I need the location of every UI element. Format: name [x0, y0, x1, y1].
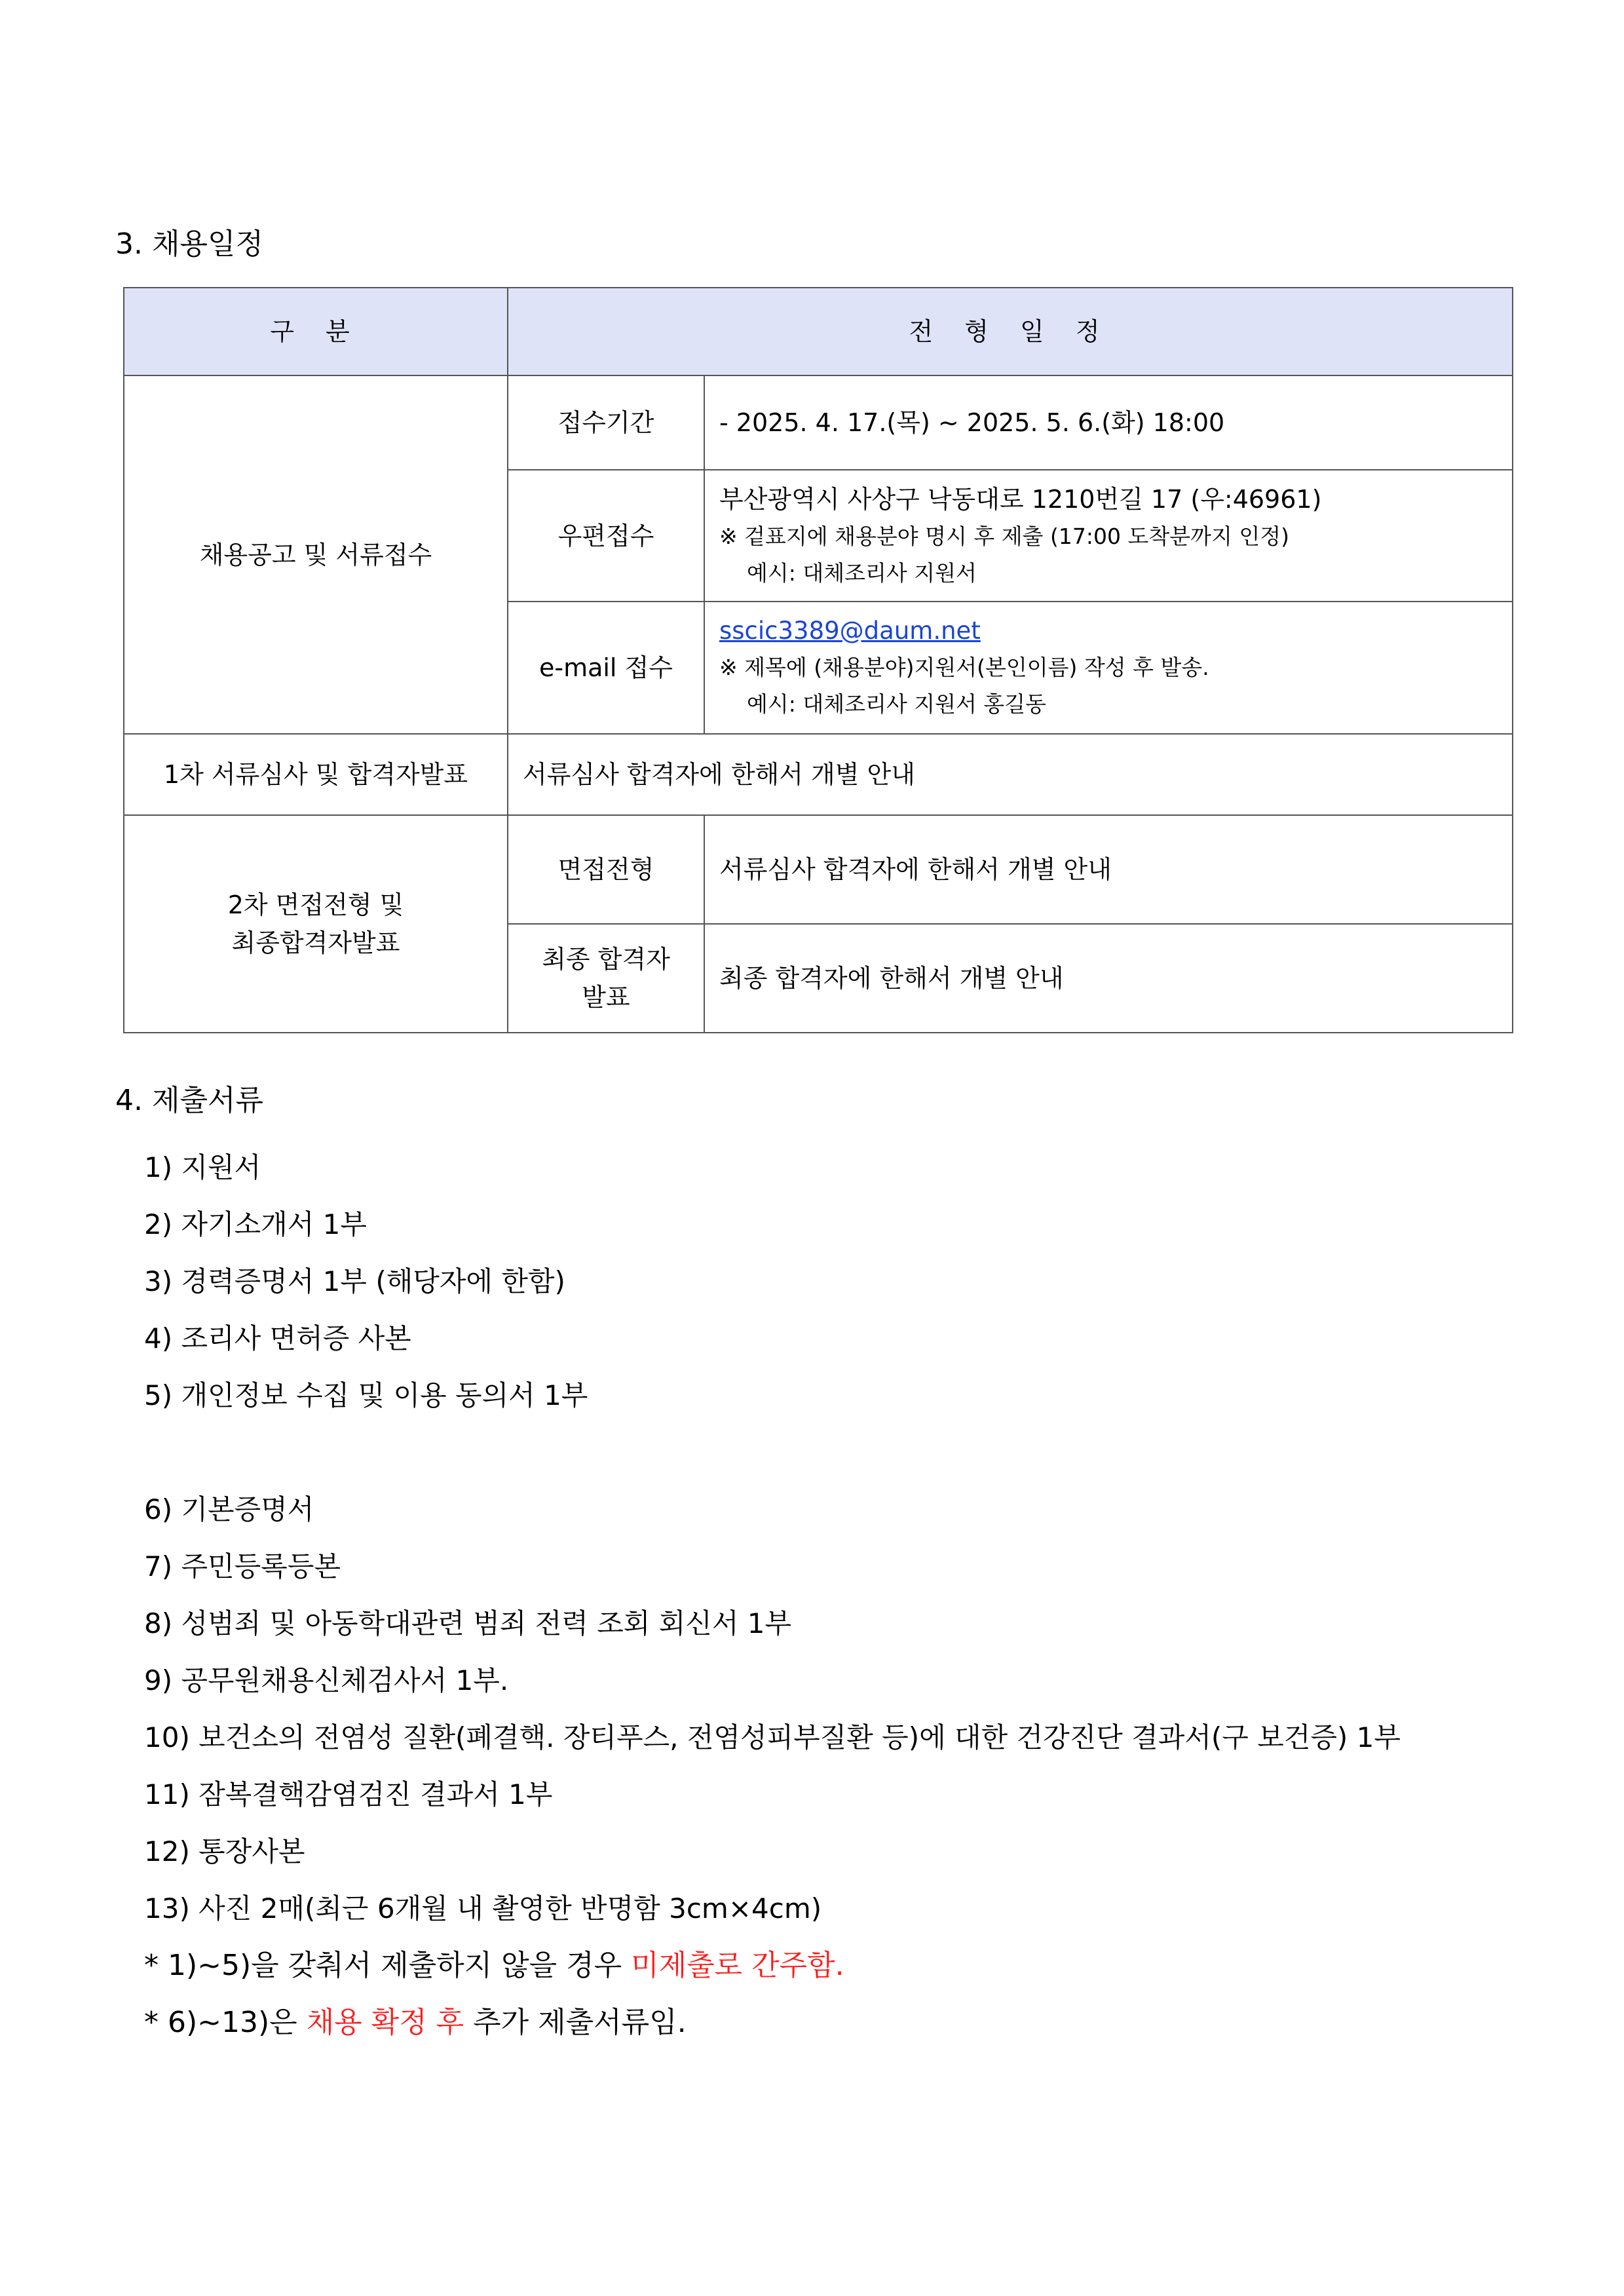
list-item: 12) 통장사본 — [144, 1835, 305, 1867]
interview-label: 면접전형 — [508, 815, 704, 924]
note2-text: * 6)~13)은 — [144, 2006, 307, 2039]
list-item: 2) 자기소개서 1부 — [144, 1208, 367, 1240]
row-category-screening: 1차 서류심사 및 합격자발표 — [124, 734, 508, 815]
email-link[interactable]: sscic3389@daum.net — [719, 617, 981, 645]
post-note: ※ 겉표지에 채용분야 명시 후 제출 (17:00 도착분까지 인정) — [719, 523, 1289, 549]
list-item: 10) 보건소의 전염성 질환(폐결핵. 장티푸스, 전염성피부질환 등)에 대한 건강진단 결과서(구 보건증) 1부 — [144, 1721, 1401, 1753]
note1-text: * 1)~5)을 갖춰서 제출하지 않을 경우 — [144, 1949, 632, 1982]
header-schedule: 전 형 일 정 — [508, 288, 1513, 375]
screening-value: 서류심사 합격자에 한해서 개별 안내 — [508, 734, 1513, 815]
email-example: 예시: 대체조리사 지원서 홍길동 — [747, 691, 1047, 717]
documents-list — [144, 1139, 1401, 2051]
email-note: ※ 제목에 (채용분야)지원서(본인이름) 작성 후 발송. — [719, 655, 1209, 680]
period-label: 접수기간 — [508, 375, 704, 470]
note-incomplete — [144, 1937, 1401, 1994]
post-address: 부산광역시 사상구 낙동대로 1210번길 17 (우:46961) — [719, 484, 1322, 514]
schedule-table — [123, 287, 1513, 1033]
note2-suffix: 추가 제출서류임. — [464, 2006, 687, 2039]
note-additional — [144, 1994, 1401, 2051]
email-cell — [704, 602, 1513, 734]
list-item: 4) 조리사 면허증 사본 — [144, 1322, 411, 1354]
post-label: 우편접수 — [508, 470, 704, 602]
final-label — [508, 924, 704, 1033]
list-item: 7) 주민등록등본 — [144, 1550, 341, 1582]
list-item: 13) 사진 2매(최근 6개월 내 촬영한 반명함 3cm×4cm) — [144, 1892, 822, 1924]
interview-value: 서류심사 합격자에 한해서 개별 안내 — [704, 815, 1513, 924]
table-row — [124, 734, 1513, 815]
period-value: - 2025. 4. 17.(목) ~ 2025. 5. 6.(화) 18:00 — [704, 375, 1513, 470]
final-label-line1: 최종 합격자 — [542, 945, 670, 974]
note1-highlight: 미제출로 간주함. — [631, 1949, 844, 1982]
post-example: 예시: 대체조리사 지원서 — [747, 560, 977, 586]
email-label: e-mail 접수 — [508, 602, 704, 734]
list-item: 11) 잠복결핵감염검진 결과서 1부 — [144, 1778, 553, 1810]
list-item: 1) 지원서 — [144, 1151, 261, 1183]
table-header-row — [124, 288, 1513, 375]
interview-category-line1: 2차 면접전형 및 — [227, 890, 404, 919]
list-item: 3) 경력증명서 1부 (해당자에 한함) — [144, 1265, 565, 1297]
list-item: 8) 성범죄 및 아동학대관련 범죄 전력 조회 회신서 1부 — [144, 1607, 792, 1639]
list-item: 5) 개인정보 수집 및 이용 동의서 1부 — [144, 1379, 588, 1411]
list-item: 6) 기본증명서 — [144, 1493, 314, 1525]
post-cell — [704, 470, 1513, 602]
interview-category-line2: 최종합격자발표 — [231, 928, 400, 957]
final-value: 최종 합격자에 한해서 개별 안내 — [704, 924, 1513, 1033]
list-item: 9) 공무원채용신체검사서 1부. — [144, 1664, 509, 1696]
section-4-title: 4. 제출서류 — [115, 1084, 263, 1117]
header-category: 구 분 — [124, 288, 508, 375]
list-spacer — [144, 1424, 1401, 1481]
table-row — [124, 375, 1513, 470]
row-category-recruit: 채용공고 및 서류접수 — [124, 375, 508, 734]
note2-highlight: 채용 확정 후 — [306, 2006, 464, 2039]
table-row — [124, 815, 1513, 924]
section-3-title: 3. 채용일정 — [115, 227, 263, 261]
row-category-interview — [124, 815, 508, 1033]
final-label-line2: 발표 — [582, 983, 630, 1012]
